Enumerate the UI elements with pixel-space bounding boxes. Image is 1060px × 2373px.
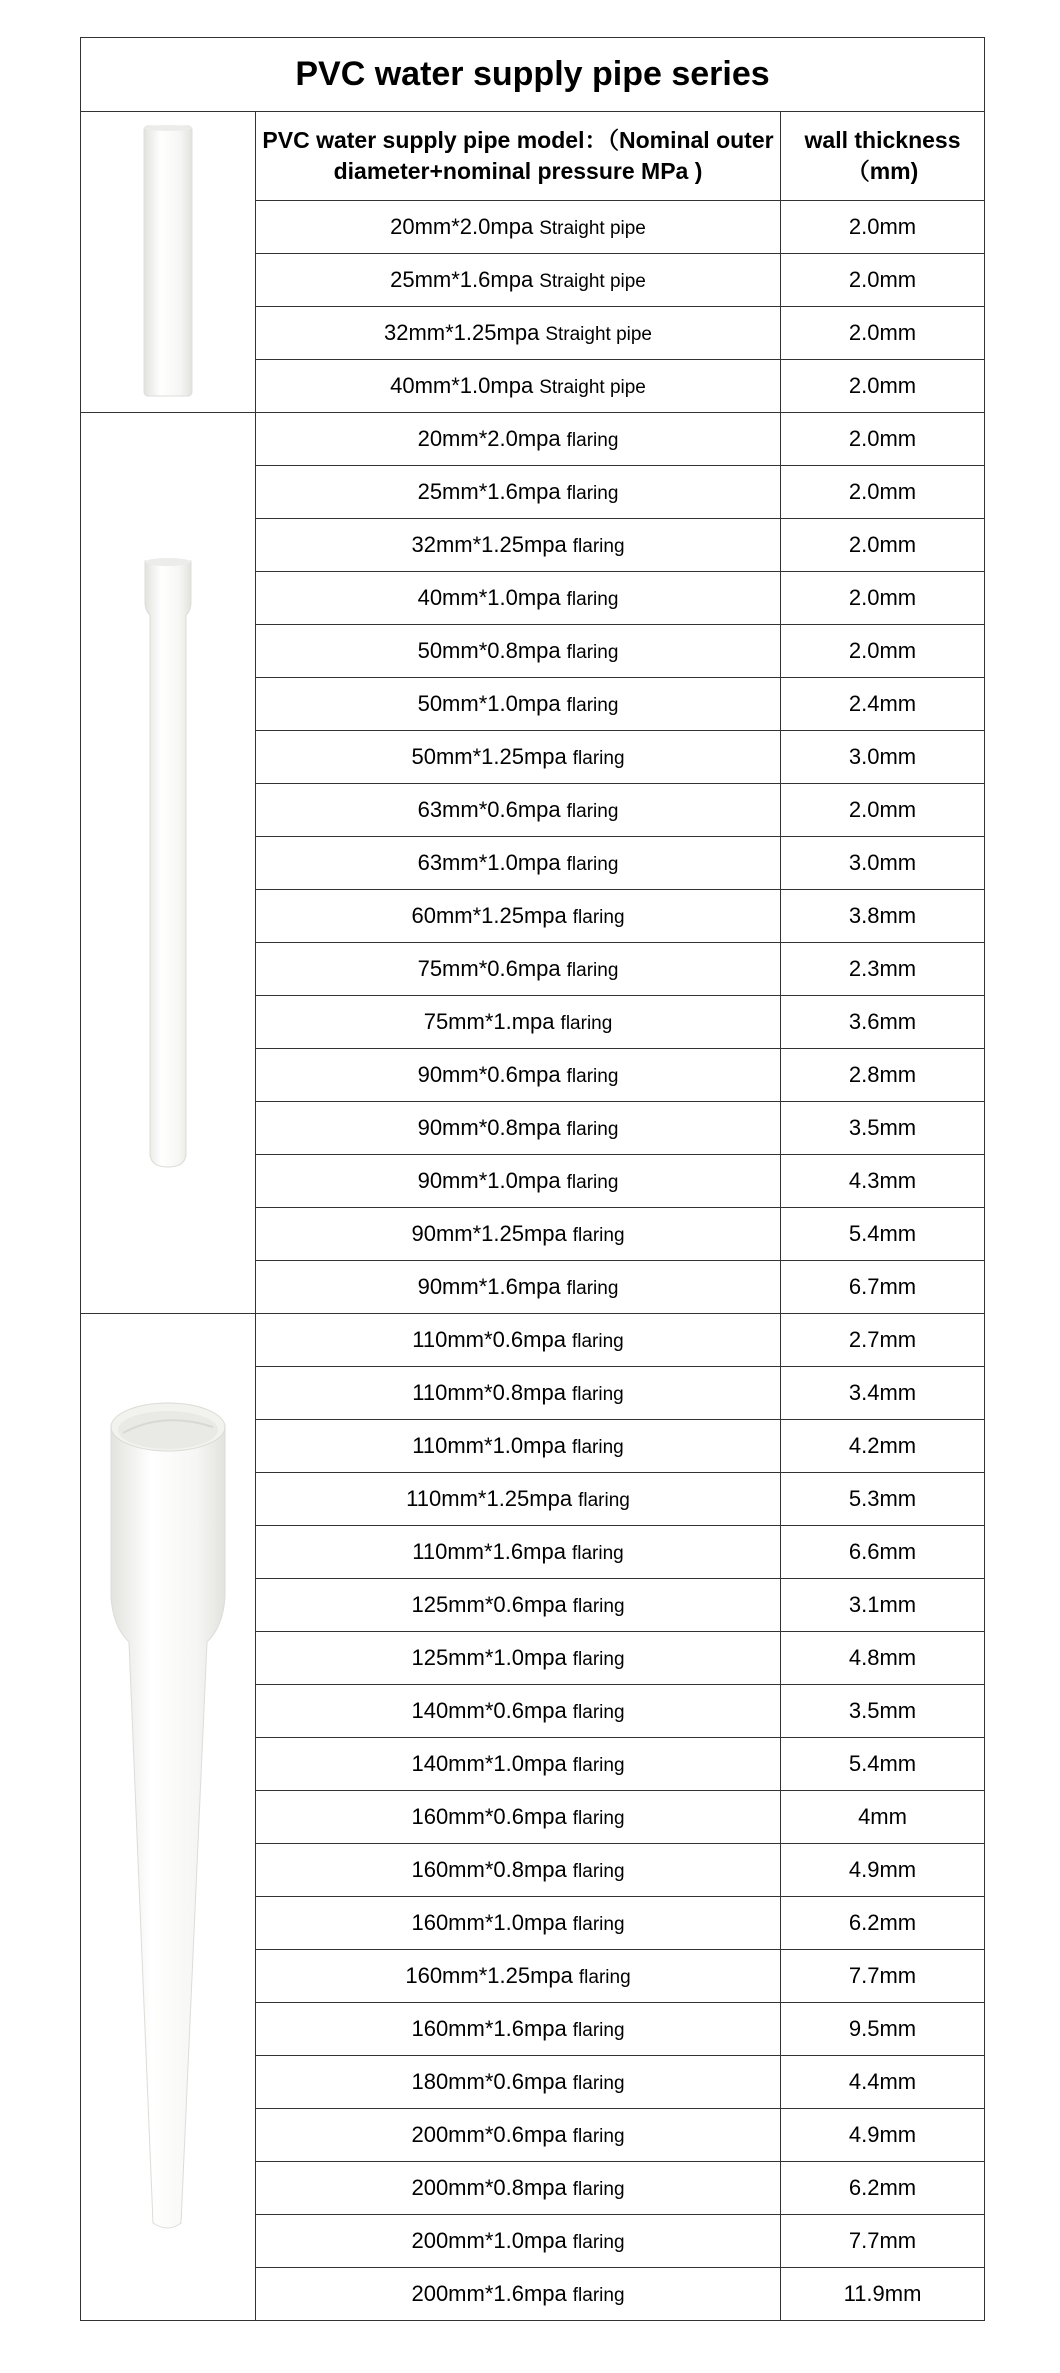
pipe-type-label: flaring: [566, 1278, 619, 1299]
pipe-type-label: flaring: [572, 1596, 625, 1617]
model-cell: [256, 2268, 781, 2321]
thickness-cell: 2.0mm: [781, 625, 985, 678]
small-flaring-pipe-image-cell: [81, 413, 256, 1314]
straight-pipe-image: [138, 122, 198, 402]
model-value: 160mm*0.6mpa: [411, 1804, 567, 1829]
straight-pipe-image-cell: [81, 112, 256, 413]
thickness-cell: 3.8mm: [781, 890, 985, 943]
model-value: 40mm*1.0mpa: [417, 585, 561, 610]
model-cell: [256, 360, 781, 413]
pipe-type-label: flaring: [566, 1119, 619, 1140]
model-value: 63mm*1.0mpa: [417, 850, 561, 875]
model-cell: [256, 678, 781, 731]
model-cell: [256, 890, 781, 943]
thickness-cell: 5.4mm: [781, 1208, 985, 1261]
table-row: [81, 1314, 985, 1367]
model-cell: [256, 1791, 781, 1844]
thickness-cell: 4mm: [781, 1791, 985, 1844]
model-value: 140mm*1.0mpa: [411, 1751, 567, 1776]
thickness-cell: 7.7mm: [781, 2215, 985, 2268]
pipe-type-label: flaring: [566, 1066, 619, 1087]
thickness-cell: 6.6mm: [781, 1526, 985, 1579]
thickness-cell: 2.0mm: [781, 360, 985, 413]
pipe-type-label: flaring: [572, 2285, 625, 2306]
model-cell: [256, 1738, 781, 1791]
pipe-type-label: flaring: [566, 642, 619, 663]
model-value: 32mm*1.25mpa: [384, 320, 540, 345]
thickness-cell: 7.7mm: [781, 1950, 985, 2003]
model-cell: [256, 2215, 781, 2268]
model-cell: [256, 996, 781, 1049]
model-value: 90mm*0.8mpa: [417, 1115, 561, 1140]
pipe-type-label: flaring: [572, 1225, 625, 1246]
model-value: 90mm*1.0mpa: [417, 1168, 561, 1193]
pipe-type-label: flaring: [566, 854, 619, 875]
pipe-type-label: flaring: [571, 1437, 624, 1458]
pipe-type-label: Straight pipe: [539, 218, 646, 239]
model-value: 50mm*0.8mpa: [417, 638, 561, 663]
model-cell: [256, 519, 781, 572]
pipe-type-label: flaring: [572, 536, 625, 557]
thickness-cell: 2.0mm: [781, 784, 985, 837]
table-row: [81, 413, 985, 466]
model-value: 25mm*1.6mpa: [390, 267, 534, 292]
model-value: 40mm*1.0mpa: [390, 373, 534, 398]
thickness-cell: 3.0mm: [781, 731, 985, 784]
pipe-type-label: Straight pipe: [539, 271, 646, 292]
header-row: [81, 112, 985, 201]
thickness-cell: 2.0mm: [781, 201, 985, 254]
model-value: 200mm*1.0mpa: [411, 2228, 567, 2253]
model-value: 50mm*1.25mpa: [411, 744, 567, 769]
pipe-type-label: flaring: [571, 1384, 624, 1405]
thickness-cell: 4.9mm: [781, 2109, 985, 2162]
model-value: 110mm*1.0mpa: [412, 1433, 566, 1458]
model-cell: [256, 1844, 781, 1897]
model-value: 160mm*1.0mpa: [411, 1910, 567, 1935]
pipe-type-label: flaring: [578, 1490, 630, 1511]
model-cell: [256, 1897, 781, 1950]
model-value: 140mm*0.6mpa: [411, 1698, 567, 1723]
pipe-type-label: flaring: [572, 1702, 625, 1723]
pipe-type-label: flaring: [572, 1914, 625, 1935]
thickness-column-header: wall thickness （mm): [781, 112, 985, 201]
model-value: 160mm*0.8mpa: [411, 1857, 567, 1882]
pipe-type-label: flaring: [566, 589, 619, 610]
thickness-cell: 3.6mm: [781, 996, 985, 1049]
thickness-cell: 5.3mm: [781, 1473, 985, 1526]
pipe-type-label: flaring: [566, 430, 619, 451]
thickness-cell: 3.5mm: [781, 1102, 985, 1155]
model-value: 200mm*1.6mpa: [411, 2281, 567, 2306]
model-value: 125mm*1.0mpa: [411, 1645, 567, 1670]
pipe-type-label: flaring: [572, 748, 625, 769]
model-cell: [256, 1155, 781, 1208]
pipe-type-label: flaring: [572, 2020, 625, 2041]
thickness-cell: 4.3mm: [781, 1155, 985, 1208]
model-value: 160mm*1.6mpa: [411, 2016, 567, 2041]
model-cell: [256, 837, 781, 890]
thickness-cell: 3.0mm: [781, 837, 985, 890]
model-value: 200mm*0.6mpa: [411, 2122, 567, 2147]
thickness-cell: 3.1mm: [781, 1579, 985, 1632]
model-value: 110mm*1.6mpa: [412, 1539, 566, 1564]
model-cell: [256, 201, 781, 254]
model-cell: [256, 466, 781, 519]
model-cell: [256, 2109, 781, 2162]
model-value: 63mm*0.6mpa: [417, 797, 561, 822]
table-title: PVC water supply pipe series: [81, 38, 985, 112]
pipe-type-label: flaring: [560, 1013, 613, 1034]
model-value: 60mm*1.25mpa: [411, 903, 567, 928]
model-cell: [256, 1367, 781, 1420]
model-cell: [256, 1261, 781, 1314]
pipe-type-label: flaring: [572, 1649, 625, 1670]
model-cell: [256, 2003, 781, 2056]
thickness-cell: 2.8mm: [781, 1049, 985, 1102]
model-value: 110mm*0.8mpa: [412, 1380, 566, 1405]
model-value: 20mm*2.0mpa: [390, 214, 534, 239]
thickness-cell: 5.4mm: [781, 1738, 985, 1791]
thickness-cell: 2.0mm: [781, 413, 985, 466]
model-cell: [256, 1314, 781, 1367]
model-cell: [256, 1685, 781, 1738]
thickness-cell: 4.2mm: [781, 1420, 985, 1473]
thickness-cell: 2.7mm: [781, 1314, 985, 1367]
model-cell: [256, 254, 781, 307]
model-value: 25mm*1.6mpa: [417, 479, 561, 504]
model-cell: [256, 1208, 781, 1261]
model-value: 20mm*2.0mpa: [417, 426, 561, 451]
model-value: 75mm*1.mpa: [423, 1009, 555, 1034]
small-flaring-pipe-image: [138, 553, 198, 1173]
model-value: 32mm*1.25mpa: [411, 532, 567, 557]
thickness-cell: 4.4mm: [781, 2056, 985, 2109]
thickness-cell: 9.5mm: [781, 2003, 985, 2056]
pipe-type-label: flaring: [572, 2073, 625, 2094]
model-cell: [256, 1420, 781, 1473]
thickness-cell: 2.0mm: [781, 254, 985, 307]
pipe-spec-sheet: [80, 37, 984, 2321]
model-value: 160mm*1.25mpa: [405, 1963, 573, 1988]
thickness-cell: 3.5mm: [781, 1685, 985, 1738]
large-flaring-pipe-image: [103, 1397, 233, 2237]
thickness-cell: 3.4mm: [781, 1367, 985, 1420]
pipe-type-label: flaring: [566, 801, 619, 822]
thickness-cell: 4.9mm: [781, 1844, 985, 1897]
model-cell: [256, 1579, 781, 1632]
pipe-type-label: flaring: [566, 1172, 619, 1193]
model-cell: [256, 731, 781, 784]
pipe-type-label: flaring: [572, 1755, 625, 1776]
pipe-type-label: flaring: [566, 695, 619, 716]
model-cell: [256, 572, 781, 625]
model-value: 180mm*0.6mpa: [411, 2069, 567, 2094]
model-cell: [256, 784, 781, 837]
thickness-cell: 2.4mm: [781, 678, 985, 731]
model-cell: [256, 1632, 781, 1685]
pipe-type-label: flaring: [571, 1331, 624, 1352]
pipe-type-label: flaring: [572, 1808, 625, 1829]
model-cell: [256, 1526, 781, 1579]
model-value: 90mm*1.6mpa: [417, 1274, 561, 1299]
model-cell: [256, 2056, 781, 2109]
model-cell: [256, 1473, 781, 1526]
thickness-cell: 4.8mm: [781, 1632, 985, 1685]
thickness-cell: 2.0mm: [781, 519, 985, 572]
pipe-type-label: flaring: [572, 2232, 625, 2253]
pipe-spec-table: [80, 37, 985, 2321]
thickness-cell: 2.0mm: [781, 466, 985, 519]
pipe-type-label: flaring: [566, 960, 619, 981]
model-cell: [256, 1049, 781, 1102]
large-flaring-pipe-image-cell: [81, 1314, 256, 2321]
model-cell: [256, 413, 781, 466]
model-value: 125mm*0.6mpa: [411, 1592, 567, 1617]
pipe-type-label: flaring: [571, 1543, 624, 1564]
pipe-type-label: flaring: [572, 2179, 625, 2200]
thickness-cell: 2.0mm: [781, 307, 985, 360]
pipe-type-label: flaring: [572, 907, 625, 928]
thickness-cell: 6.2mm: [781, 1897, 985, 1950]
model-cell: [256, 1950, 781, 2003]
model-value: 90mm*1.25mpa: [411, 1221, 567, 1246]
model-column-header: PVC water supply pipe model：（Nominal outer diameter+nominal pressure MPa ): [256, 112, 781, 201]
title-row: [81, 38, 985, 112]
model-cell: [256, 625, 781, 678]
pipe-type-label: Straight pipe: [545, 324, 652, 345]
thickness-cell: 2.0mm: [781, 572, 985, 625]
model-value: 110mm*0.6mpa: [412, 1327, 566, 1352]
model-cell: [256, 307, 781, 360]
model-cell: [256, 1102, 781, 1155]
pipe-type-label: Straight pipe: [539, 377, 646, 398]
pipe-type-label: flaring: [572, 2126, 625, 2147]
model-value: 50mm*1.0mpa: [417, 691, 561, 716]
pipe-type-label: flaring: [566, 483, 619, 504]
pipe-type-label: flaring: [578, 1967, 631, 1988]
model-value: 200mm*0.8mpa: [411, 2175, 567, 2200]
thickness-cell: 6.2mm: [781, 2162, 985, 2215]
thickness-cell: 11.9mm: [781, 2268, 985, 2321]
pipe-type-label: flaring: [572, 1861, 625, 1882]
thickness-cell: 2.3mm: [781, 943, 985, 996]
model-value: 110mm*1.25mpa: [406, 1486, 573, 1511]
model-cell: [256, 943, 781, 996]
model-value: 90mm*0.6mpa: [417, 1062, 561, 1087]
model-value: 75mm*0.6mpa: [417, 956, 561, 981]
thickness-cell: 6.7mm: [781, 1261, 985, 1314]
model-cell: [256, 2162, 781, 2215]
